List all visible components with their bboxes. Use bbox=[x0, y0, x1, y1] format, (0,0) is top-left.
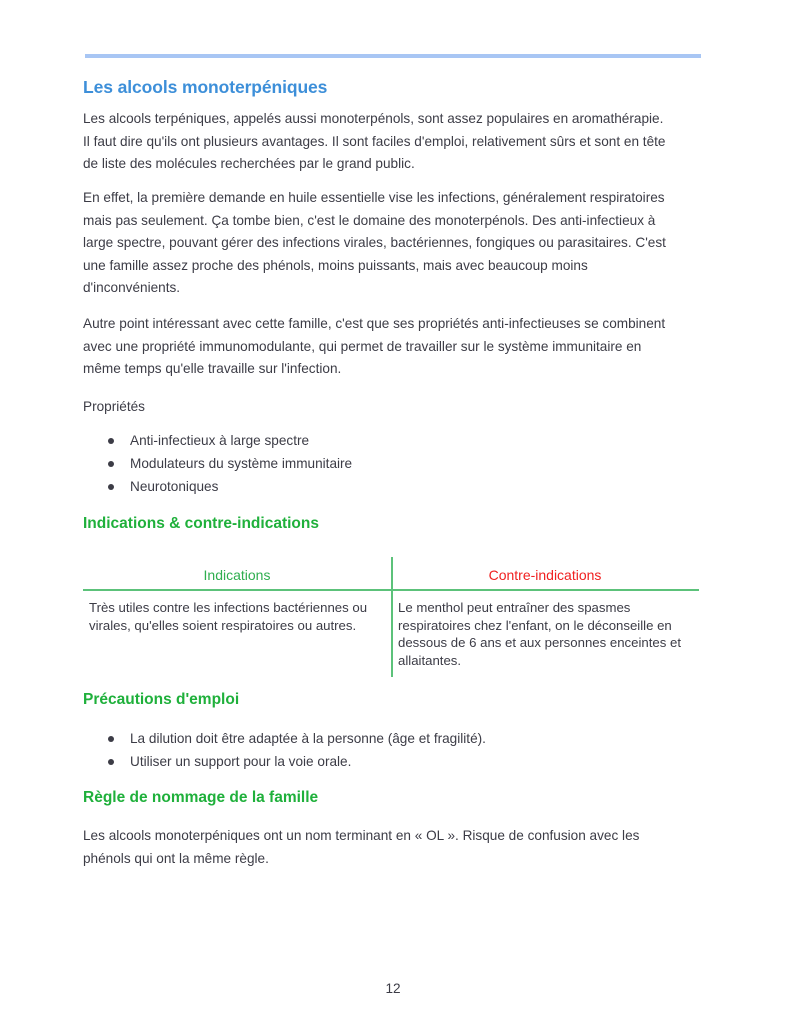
list-item: Modulateurs du système immunitaire bbox=[83, 452, 352, 475]
naming-paragraph bbox=[83, 825, 703, 870]
table-header-indications: Indications bbox=[203, 567, 271, 583]
text-line: d'inconvénients. bbox=[83, 280, 181, 295]
indications-heading: Indications & contre-indications bbox=[83, 515, 319, 532]
bullet-icon bbox=[108, 438, 114, 444]
precautions-list bbox=[83, 727, 486, 773]
bullet-icon bbox=[108, 736, 114, 742]
list-item: La dilution doit être adaptée à la personne (âge et fragilité). bbox=[83, 727, 486, 750]
list-item: Neurotoniques bbox=[83, 475, 352, 498]
top-divider bbox=[85, 54, 701, 58]
text-line: large spectre, pouvant gérer des infections virales, bactériennes, fongiques ou parasitaires. C'est bbox=[83, 235, 666, 250]
table-column-divider bbox=[391, 557, 393, 677]
text-line: phénols qui ont la même règle. bbox=[83, 850, 269, 866]
immuno-paragraph bbox=[83, 313, 703, 381]
page-number: 12 bbox=[385, 981, 401, 996]
properties-label: Propriétés bbox=[83, 399, 145, 414]
precautions-heading: Précautions d'emploi bbox=[83, 691, 240, 708]
text-line: Les alcools monoterpéniques ont un nom terminant en « OL ». Risque de confusion avec les bbox=[83, 828, 640, 843]
text-line: même temps qu'elle travaille sur l'infection. bbox=[83, 361, 342, 376]
text-line: de liste des molécules recherchées par le grand public. bbox=[83, 156, 415, 171]
list-item: Anti-infectieux à large spectre bbox=[83, 429, 352, 452]
table-header-contra-indications: Contre-indications bbox=[488, 567, 602, 583]
list-item: Utiliser un support pour la voie orale. bbox=[83, 750, 486, 773]
page-title: Les alcools monoterpéniques bbox=[83, 77, 328, 97]
bullet-icon bbox=[108, 759, 114, 765]
naming-heading: Règle de nommage de la famille bbox=[83, 789, 319, 806]
intro-paragraph bbox=[83, 108, 703, 176]
text-line: En effet, la première demande en huile essentielle vise les infections, généralement respiratoires bbox=[83, 190, 665, 205]
infections-paragraph bbox=[83, 187, 703, 300]
bullet-icon bbox=[108, 461, 114, 467]
text-line: une famille assez proche des phénols, moins puissants, mais avec beaucoup moins bbox=[83, 257, 588, 273]
table-cell-contra-indications: Le menthol peut entraîner des spasmes respiratoires chez l'enfant, on le déconseille en dessous de 6 ans et aux personnes enceintes et allaitantes. bbox=[398, 600, 681, 668]
text-line: avec une propriété immunomodulante, qui permet de travailler sur le système immunitaire en bbox=[83, 338, 642, 354]
properties-list bbox=[83, 429, 352, 498]
indications-table bbox=[83, 557, 699, 677]
text-line: Il faut dire qu'ils ont plusieurs avantages. Il sont faciles d'emploi, relativement sûrs et sont en tête bbox=[83, 133, 666, 149]
table-cell-indications: Très utiles contre les infections bactériennes ou virales, qu'elles soient respiratoires ou autres. bbox=[89, 600, 368, 633]
text-line: Autre point intéressant avec cette famille, c'est que ses propriétés anti-infectieuses se combinent bbox=[83, 316, 666, 331]
text-line: mais pas seulement. Ça tombe bien, c'est le domaine des monoterpénols. Des anti-infectieux à bbox=[83, 212, 656, 228]
bullet-icon bbox=[108, 484, 114, 490]
text-line: Les alcools terpéniques, appelés aussi monoterpénols, sont assez populaires en aromathérapie. bbox=[83, 111, 664, 126]
